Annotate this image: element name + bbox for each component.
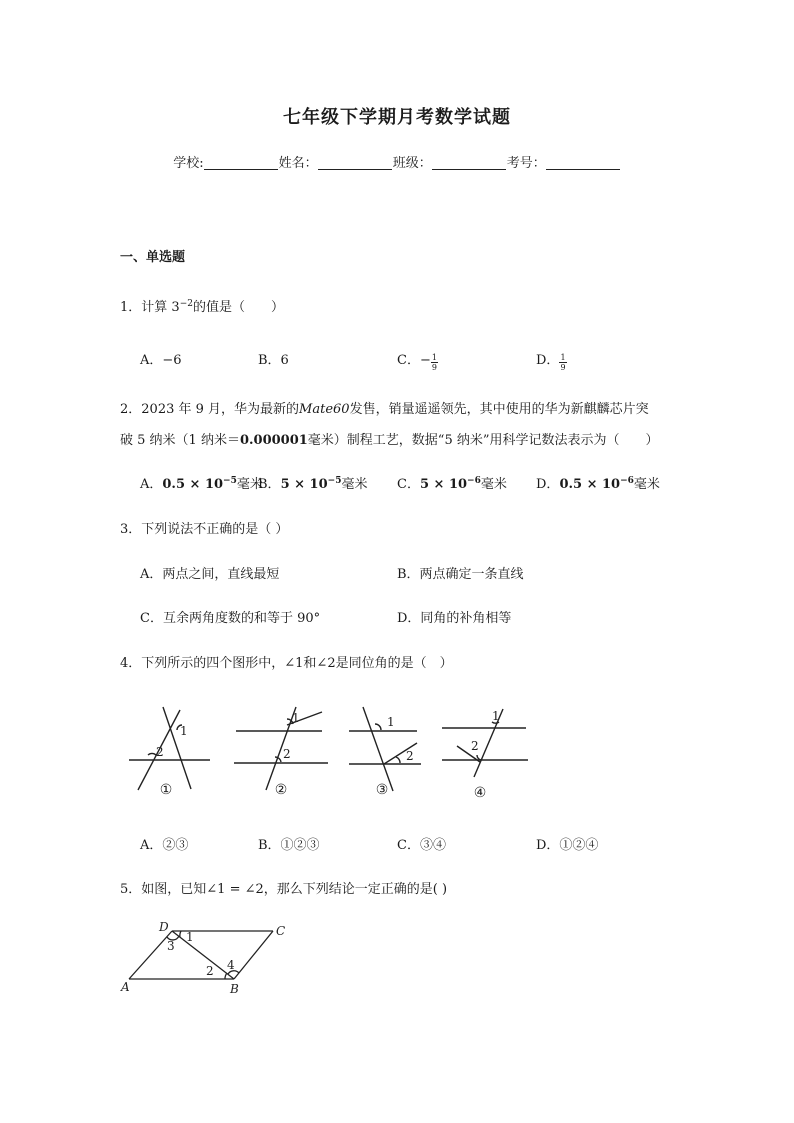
q2-text-c: 破 5 纳米（1 纳米＝ — [120, 433, 240, 448]
q2-option-c-base: 5 × 10 — [419, 477, 468, 492]
fig1-transversal-a — [163, 707, 191, 789]
q5-vertex-d: D — [159, 920, 169, 934]
q2-text-a: 2．2023 年 9 月，华为最新的 — [120, 402, 300, 417]
q2-option-a-exp: −5 — [223, 476, 237, 486]
q5-angle-1-arc — [180, 931, 181, 937]
fig4-angle-2-arc — [477, 755, 481, 760]
q5-angle-3-label: 3 — [167, 939, 175, 953]
exam-no-label: 考号： — [506, 156, 546, 171]
fig1-angle-2-arc — [148, 753, 156, 755]
q5-side-bc — [234, 931, 273, 979]
fraction-numerator: 1 — [431, 353, 437, 362]
fig3-angle-2-arc — [396, 757, 400, 763]
q2-option-d-base: 0.5 × 10 — [559, 477, 621, 492]
section-heading: 一、单选题 — [120, 250, 186, 265]
fraction-denominator: 9 — [560, 363, 566, 372]
q4-option-b[interactable]: B．①②③ — [258, 838, 320, 853]
q2-option-b-exp: −5 — [327, 476, 342, 486]
fig2-caption: ② — [274, 782, 288, 798]
q2-option-b-label: B． — [258, 477, 281, 492]
q5-angle-2-arc — [225, 973, 227, 979]
class-label: 班级： — [392, 156, 432, 171]
q2-option-c-label: C． — [397, 477, 420, 492]
q2-option-c-unit: 毫米 — [480, 477, 507, 492]
q4-option-a[interactable]: A．②③ — [140, 838, 189, 853]
q5-vertex-c: C — [276, 924, 286, 938]
q2-option-c-exp: −6 — [467, 476, 481, 486]
question-5: 5．如图，已知∠1 = ∠2，那么下列结论一定正确的是( ) — [120, 882, 448, 897]
fig1-caption: ① — [159, 782, 173, 798]
q1-exponent: −2 — [179, 299, 193, 309]
school-label: 学校: — [173, 156, 204, 171]
q2-text-b: 发售，销量遥遥领先，其中使用的华为新麒麟芯片突 — [349, 402, 649, 417]
page-title: 七年级下学期月考数学试题 — [283, 107, 511, 128]
q5-vertex-b: B — [230, 982, 239, 996]
fig1-angle-2-label: 2 — [156, 745, 164, 759]
fig3-caption: ③ — [375, 782, 389, 798]
q5-angle-4-label: 4 — [227, 958, 235, 972]
q2-text-d: 毫米）制程工艺，数据“5 纳米”用科学记数法表示为（ ） — [307, 433, 659, 448]
fig3-angle-2-label: 2 — [406, 749, 414, 763]
fig2-angle-2-label: 2 — [283, 747, 291, 761]
q2-option-b-unit: 毫米 — [341, 477, 368, 492]
fig1-angle-1-label: 1 — [180, 724, 188, 738]
q3-option-b[interactable]: B．两点确定一条直线 — [397, 567, 524, 582]
question-4: 4．下列所示的四个图形中，∠1和∠2是同位角的是（ ） — [120, 656, 453, 671]
name-label: 姓名： — [278, 156, 318, 171]
q4-option-d[interactable]: D．①②④ — [536, 838, 599, 853]
fig4-angle-2-label: 2 — [471, 739, 479, 753]
fraction-denominator: 9 — [431, 363, 437, 372]
q4-option-c[interactable]: C．③④ — [397, 838, 446, 853]
q2-option-d-unit: 毫米 — [633, 477, 660, 492]
question-3: 3．下列说法不正确的是（ ） — [120, 522, 289, 537]
q2-option-a-base: 0.5 × 10 — [162, 477, 224, 492]
fig4-caption: ④ — [473, 785, 487, 801]
fig3-angle-1-label: 1 — [387, 715, 395, 729]
q1-option-a[interactable]: A．−6 — [140, 353, 182, 368]
q5-angle-2-label: 2 — [206, 964, 214, 978]
q2-option-b-base: 5 × 10 — [280, 477, 328, 492]
q1-suffix: 的值是（ ） — [192, 300, 284, 315]
q1-prefix: 1．计算 3 — [120, 300, 180, 315]
q2-option-d-label: D． — [536, 477, 560, 492]
q5-diagonal-db — [172, 931, 234, 979]
q2-value: 0.000001 — [239, 433, 308, 448]
q2-option-a-unit: 毫米 — [236, 477, 263, 492]
q2-option-a-label: A． — [140, 477, 163, 492]
q5-vertex-a: A — [121, 980, 130, 994]
q3-option-d[interactable]: D．同角的补角相等 — [397, 611, 512, 626]
fig2-angle-1-label: 1 — [292, 711, 300, 725]
q5-side-ad — [129, 931, 172, 979]
q3-option-a[interactable]: A．两点之间，直线最短 — [140, 567, 280, 582]
q2-mate60: Mate60 — [299, 402, 350, 417]
q3-option-c[interactable]: C．互余两角度数的和等于 90° — [140, 611, 321, 626]
fraction-numerator: 1 — [560, 353, 566, 362]
q1-option-d-label: D． — [536, 353, 560, 368]
q5-angle-1-label: 1 — [186, 930, 194, 944]
fig3-angle-1-arc — [375, 724, 381, 730]
q2-option-d-exp: −6 — [620, 476, 634, 486]
q1-option-b[interactable]: B．6 — [258, 353, 289, 368]
fig4-angle-1-label: 1 — [492, 709, 500, 723]
q1-option-c-label: C．− — [397, 353, 431, 368]
